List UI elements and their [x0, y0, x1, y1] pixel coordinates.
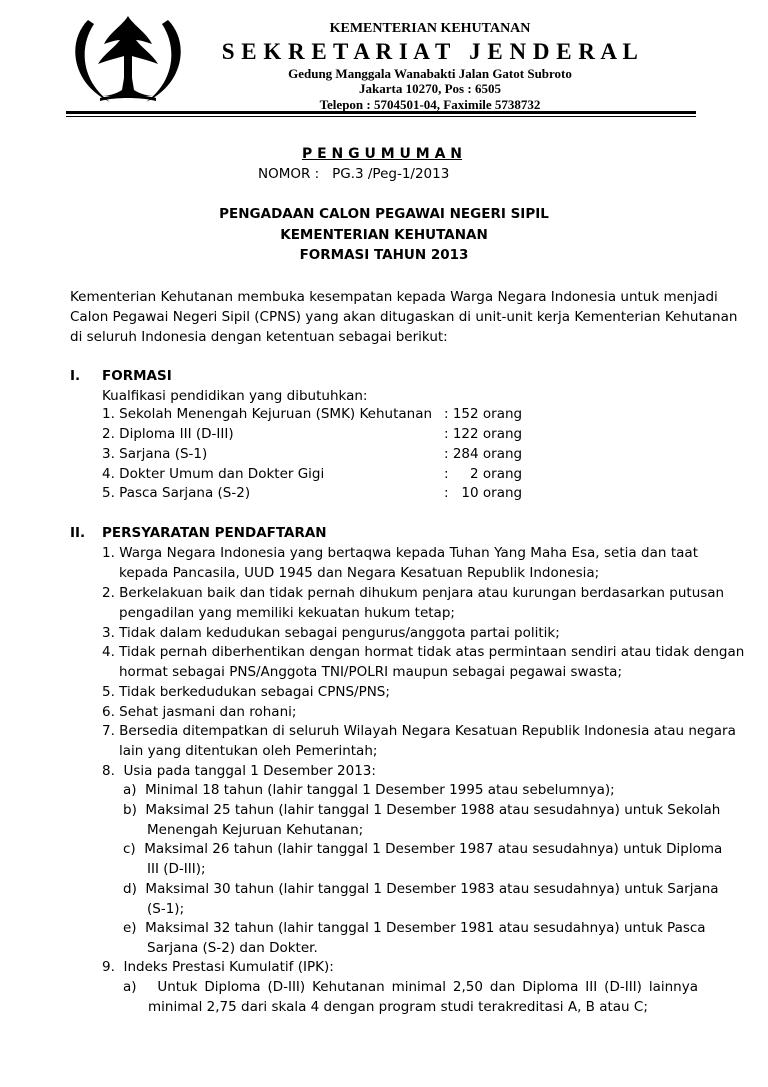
requirement-7-line-2: lain yang ditentukan oleh Pemerintah;: [119, 743, 378, 759]
section-2-title: PERSYARATAN PENDAFTARAN: [102, 525, 327, 541]
formation-item-label: 1. Sekolah Menengah Kejuruan (SMK) Kehutanan: [102, 406, 433, 422]
formation-item-count: : 122 orang: [444, 426, 523, 442]
letterhead-phone: Telepon : 5704501-04, Faximile 5738732: [319, 97, 541, 111]
announcement-title: P E N G U M U M A N: [301, 146, 463, 162]
letterhead-divider-thin: [66, 116, 696, 117]
requirement-8a: a) Minimal 18 tahun (lahir tanggal 1 Desember 1995 atau sebelumnya);: [123, 782, 615, 798]
requirement-5: 5. Tidak berkedudukan sebagai CPNS/PNS;: [102, 684, 390, 700]
section-2-numeral: II.: [70, 525, 86, 541]
requirement-8c-line-1: c) Maksimal 26 tahun (lahir tanggal 1 Desember 1987 atau sesudahnya) untuk Diploma: [123, 841, 723, 857]
letterhead-address: Gedung Manggala Wanabakti Jalan Gatot Subroto: [288, 66, 572, 81]
requirement-2-line-1: 2. Berkelakuan baik dan tidak pernah dihukum penjara atau kurungan berdasarkan putusan: [102, 585, 725, 601]
requirement-8b-line-1: b) Maksimal 25 tahun (lahir tanggal 1 Desember 1988 atau sesudahnya) untuk Sekolah: [123, 802, 721, 818]
formation-item-label: 5. Pasca Sarjana (S-2): [102, 485, 251, 501]
ministry-emblem-logo: [70, 10, 186, 106]
requirement-8e-line-2: Sarjana (S-2) dan Dokter.: [147, 940, 318, 956]
letterhead-divider: [66, 111, 696, 114]
requirement-3: 3. Tidak dalam kedudukan sebagai pengurus/anggota partai politik;: [102, 625, 560, 641]
requirement-8: 8. Usia pada tanggal 1 Desember 2013:: [102, 763, 376, 779]
letterhead-ministry: KEMENTERIAN KEHUTANAN: [329, 21, 531, 36]
formation-item-count: : 10 orang: [444, 485, 523, 501]
requirement-8d-line-1: d) Maksimal 30 tahun (lahir tanggal 1 Desember 1983 atau sesudahnya) untuk Sarjana: [123, 881, 719, 897]
announcement-number: NOMOR : PG.3 /Peg-1/2013: [258, 166, 450, 182]
requirement-9a-line-2: minimal 2,75 dari skala 4 dengan program studi terakreditasi A, B atau C;: [148, 999, 648, 1015]
section-1-numeral: I.: [70, 368, 81, 384]
requirement-2-line-2: pengadilan yang memiliki kekuatan hukum tetap;: [119, 605, 455, 621]
requirement-9a-line-1: a) Untuk Diploma (D-III) Kehutanan minimal 2,50 dan Diploma III (D-III) lainnya: [123, 979, 698, 995]
section-1-title: FORMASI: [102, 368, 172, 384]
formation-item-label: 2. Diploma III (D-III): [102, 426, 234, 442]
requirement-8d-line-2: (S-1);: [147, 901, 185, 917]
formation-item-count: : 152 orang: [444, 406, 523, 422]
intro-line-2: Calon Pegawai Negeri Sipil (CPNS) yang akan ditugaskan di unit-unit kerja Kementerian Kehutanan: [70, 309, 738, 325]
intro-line-3: di seluruh Indonesia dengan ketentuan sebagai berikut:: [70, 329, 448, 345]
letterhead-city: Jakarta 10270, Pos : 6505: [359, 81, 501, 96]
letterhead-secretariat: S E K R E T A R I A T J E N D E R A L: [221, 39, 639, 64]
subject-line-2: KEMENTERIAN KEHUTANAN: [280, 227, 488, 243]
subject-line-1: PENGADAAN CALON PEGAWAI NEGERI SIPIL: [219, 206, 549, 222]
requirement-9: 9. Indeks Prestasi Kumulatif (IPK):: [102, 959, 334, 975]
requirement-1-line-1: 1. Warga Negara Indonesia yang bertaqwa kepada Tuhan Yang Maha Esa, setia dan taat: [102, 545, 698, 561]
intro-line-1: Kementerian Kehutanan membuka kesempatan kepada Warga Negara Indonesia untuk menjadi: [70, 289, 718, 305]
requirement-8c-line-2: III (D-III);: [147, 861, 206, 877]
requirement-4-line-1: 4. Tidak pernah diberhentikan dengan hormat tidak atas permintaan sendiri atau tidak dengan: [102, 644, 745, 660]
formation-item-label: 4. Dokter Umum dan Dokter Gigi: [102, 466, 325, 482]
formation-item-label: 3. Sarjana (S-1): [102, 446, 208, 462]
formation-item-count: : 284 orang: [444, 446, 523, 462]
requirement-7-line-1: 7. Bersedia ditempatkan di seluruh Wilayah Negara Kesatuan Republik Indonesia atau negara: [102, 723, 736, 739]
requirement-8e-line-1: e) Maksimal 32 tahun (lahir tanggal 1 Desember 1981 atau sesudahnya) untuk Pasca: [123, 920, 706, 936]
formation-item-count: : 2 orang: [444, 466, 523, 482]
section-1-lead: Kualfikasi pendidikan yang dibutuhkan:: [102, 388, 368, 404]
requirement-6: 6. Sehat jasmani dan rohani;: [102, 704, 297, 720]
requirement-8b-line-2: Menengah Kejuruan Kehutanan;: [147, 822, 364, 838]
subject-line-3: FORMASI TAHUN 2013: [299, 247, 469, 263]
requirement-4-line-2: hormat sebagai PNS/Anggota TNI/POLRI maupun sebagai pegawai swasta;: [119, 664, 623, 680]
requirement-1-line-2: kepada Pancasila, UUD 1945 dan Negara Kesatuan Republik Indonesia;: [119, 565, 600, 581]
